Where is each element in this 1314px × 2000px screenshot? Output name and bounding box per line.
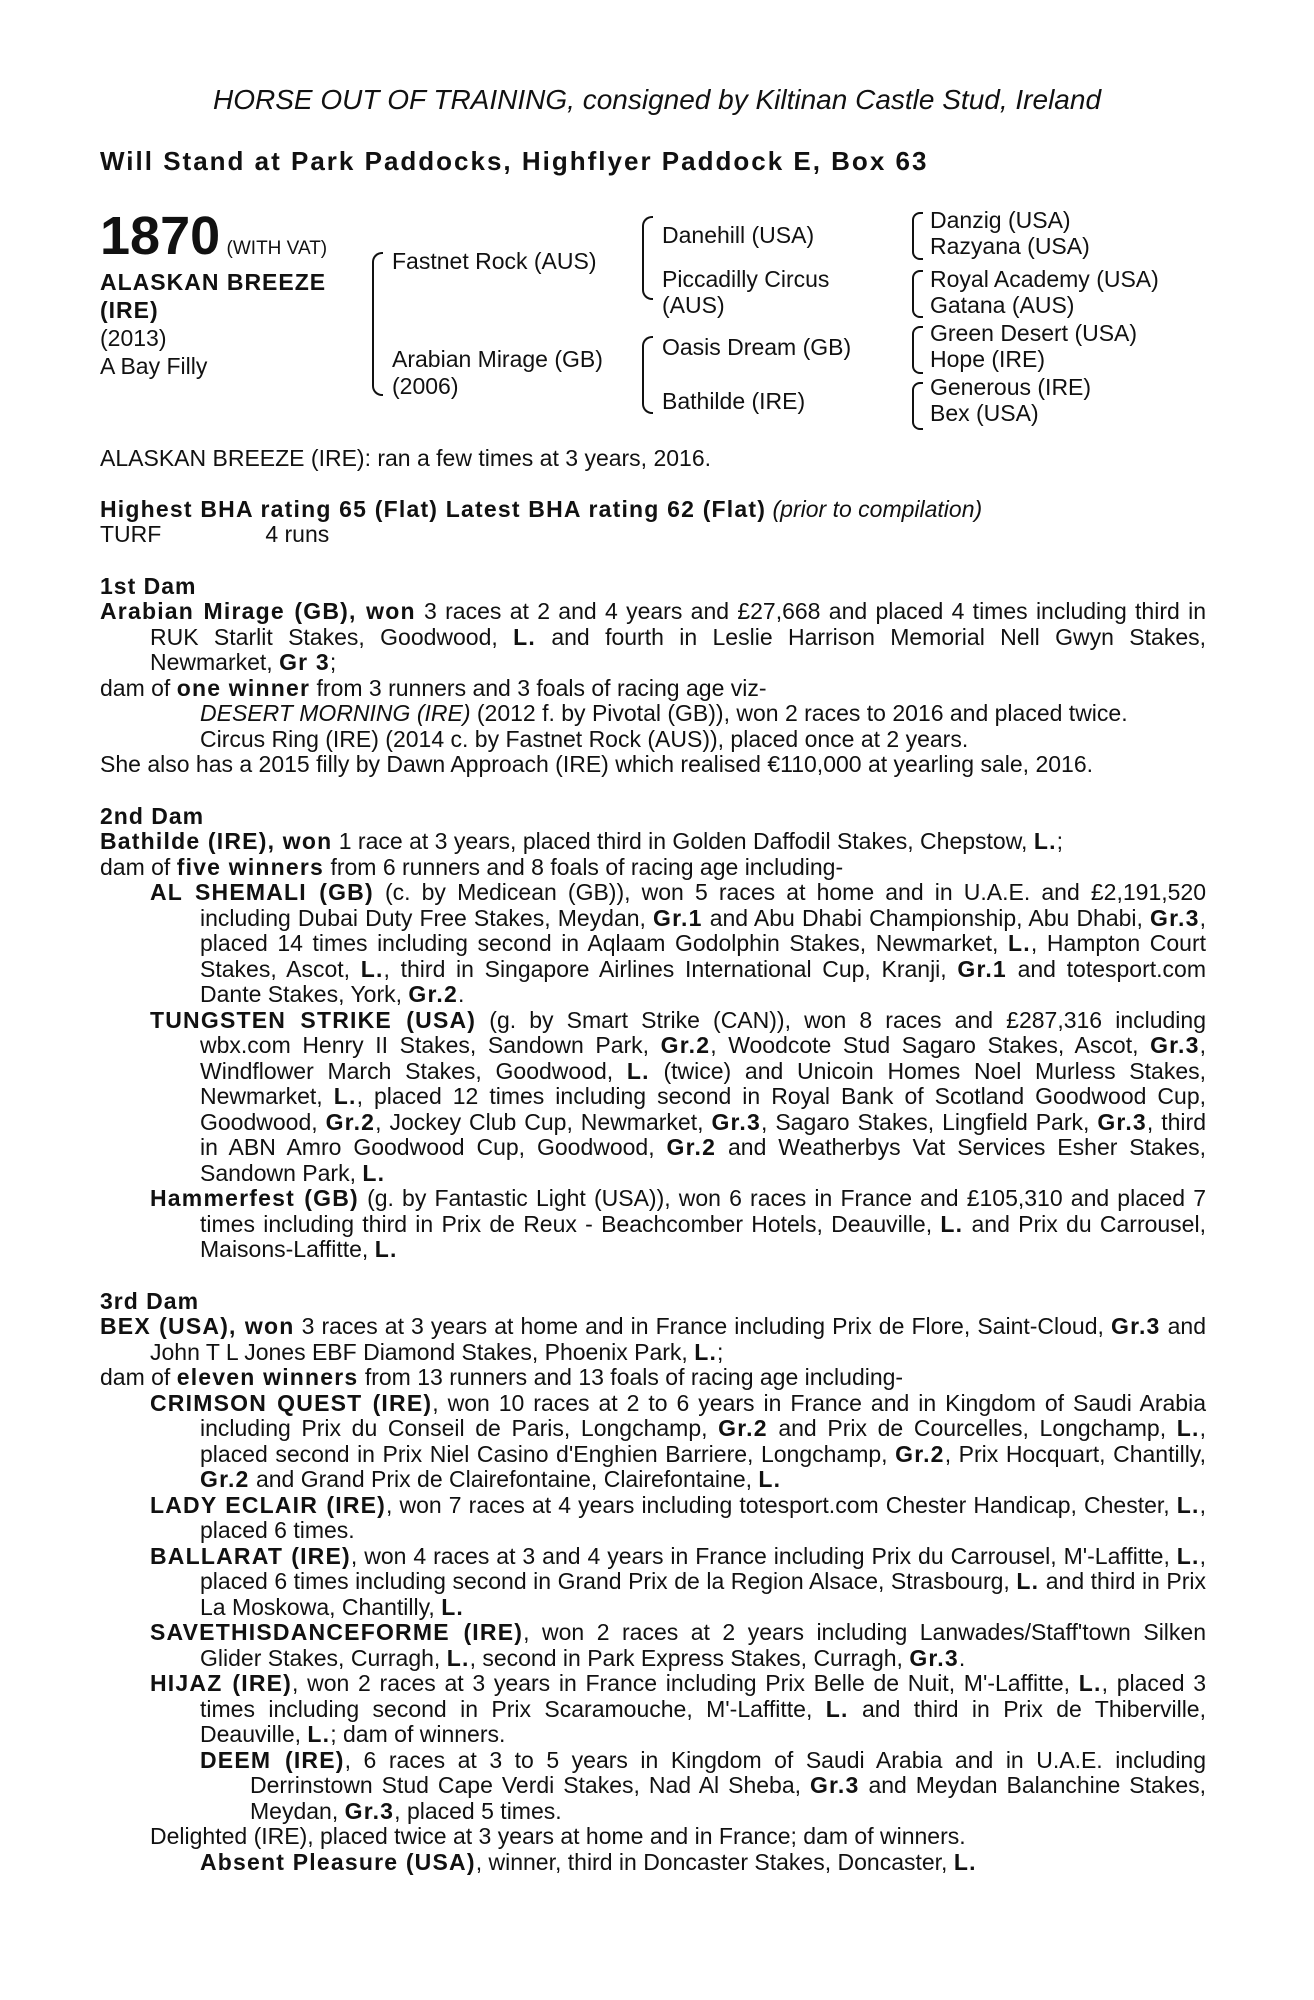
pedigree-brace [372,252,383,396]
second-dam-produce-summary: dam of five winners from 6 runners and 8 foals of racing age including- [100,853,844,880]
third-dam-produce-summary: dam of eleven winners from 13 runners and 13 foals of racing age including- [100,1364,904,1390]
pedigree-brace [912,270,923,318]
ds-dam: Hope (IRE) [930,346,1046,372]
produce-entry: TUNGSTEN STRIKE (USA) (g. by Smart Strike (CAN)), won 8 races and £287,316 including wbx.com Henry II Stakes, Sandown Park, Gr.2, Woodcote Stud Sagaro Stakes, Ascot, Gr.3, Windflower March Stakes, Goodwood, L. (twice) and Unicoin Homes Noel Murless Stakes, Newmarket, L., placed 12 times including second in Royal Bank of Scotland Goodwood Cup, Goodwood, Gr.2, Jockey Club Cup, Newmarket, Gr.3, Sagaro Stakes, Lingfield Park, Gr.3, third in ABN Amro Goodwood Cup, Goodwood, Gr.2 and Weatherbys Vat Services Esher Stakes, Sandown Park, L. [150,1006,1207,1186]
second-dam-heading: 2nd Dam [100,802,205,829]
pedigree-brace [912,382,923,430]
sire-dam: Piccadilly Circus [662,266,830,292]
page-title: HORSE OUT OF TRAINING, consigned by Kiltinan Castle Stud, Ireland [212,84,1102,115]
pedigree-brace [642,216,653,300]
pedigree-brace [642,336,653,414]
produce-entry: CRIMSON QUEST (IRE), won 10 races at 2 to 6 years in France and in Kingdom of Saudi Arabia including Prix du Conseil de Paris, Longchamp, Gr.2 and Prix de Courcelles, Longchamp, L., placed second in Prix Niel Casino d'Enghien Barriere, Longchamp, Gr.2, Prix Hocquart, Chantilly, Gr.2 and Grand Prix de Clairefontaine, Clairefontaine, L. [150,1389,1206,1492]
dd-sire: Generous (IRE) [930,374,1092,400]
dam-year: (2006) [392,373,459,399]
produce-note: She also has a 2015 filly by Dawn Approach (IRE) which realised €110,000 at yearling sale, 2016. [100,751,1093,777]
ss-sire: Danzig (USA) [930,207,1071,233]
grand-produce-entry: DEEM (IRE), 6 races at 3 to 5 years in Kingdom of Saudi Arabia and in U.A.E. including Derrinstown Stud Cape Verdi Stakes, Nad Al Sheba, Gr.3 and Meydan Balanchine Stakes, Meydan, Gr.3, placed 5 times. [200,1746,1207,1824]
second-dam-record: Bathilde (IRE), won 1 race at 3 years, placed third in Golden Daffodil Stakes, Chepstow, L.; [100,828,1064,854]
third-dam-heading: 3rd Dam [100,1287,200,1314]
ss-dam: Razyana (USA) [930,233,1090,259]
third-dam-record: BEX (USA), won 3 races at 3 years at home and in France including Prix de Flore, Saint-Cloud, Gr.3 and John T L Jones EBF Diamond Stakes, Phoenix Park, L.; [100,1313,1207,1365]
grand-produce-entry: Absent Pleasure (USA), winner, third in Doncaster Stakes, Doncaster, L. [200,1848,977,1875]
foaling-year: (2013) [100,325,167,351]
sire-dam-origin: (AUS) [662,292,725,318]
produce-entry: Hammerfest (GB) (g. by Fantastic Light (USA)), won 6 races in France and £105,310 and placed 7 times including third in Prix de Reux - Beachcomber Hotels, Deauville, L. and Prix du Carrousel, Maisons-Laffitte, L. [150,1185,1207,1262]
catalogue-body [100,446,1206,1875]
bha-rating: Highest BHA rating 65 (Flat) Latest BHA rating 62 (Flat) (prior to compilation) [100,495,983,522]
sd-dam: Gatana (AUS) [930,292,1075,318]
produce-entry: AL SHEMALI (GB) (c. by Medicean (GB)), won 5 races at home and in U.A.E. and £2,191,520 including Dubai Duty Free Stakes, Meydan, Gr.1 and Abu Dhabi Championship, Abu Dhabi, Gr.3, placed 14 times including second in Aqlaam Godolphin Stakes, Newmarket, L., Hampton Court Stakes, Ascot, L., third in Singapore Airlines International Cup, Kranji, Gr.1 and totesport.com Dante Stakes, York, Gr.2. [150,879,1206,1007]
pedigree-brace [912,326,923,374]
dd-dam: Bex (USA) [930,400,1039,426]
surface-runs: TURF 4 runs [100,521,330,547]
first-dam-record: Arabian Mirage (GB), won 3 races at 2 and 4 years and £27,668 and placed 4 times including third in RUK Starlit Stakes, Goodwood, L. and fourth in Leslie Harrison Memorial Nell Gwyn Stakes, Newmarket, Gr 3; [100,598,1207,675]
first-dam-produce-summary: dam of one winner from 3 runners and 3 foals of racing age viz- [100,674,767,701]
dam-dam: Bathilde (IRE) [662,388,806,414]
lot-number: 1870 [100,206,221,266]
produce-entry: HIJAZ (IRE), won 2 races at 3 years in France including Prix Belle de Nuit, M'-Laffitte, L., placed 3 times including second in Prix Scaramouche, M'-Laffitte, L. and third in Prix de Thiberville, Deauville, L.; dam of winners. [150,1670,1207,1747]
first-dam-heading: 1st Dam [100,572,197,599]
pedigree-brace [912,212,923,260]
vat-note: (WITH VAT) [226,238,328,259]
stand-location: Will Stand at Park Paddocks, Highflyer Paddock E, Box 63 [100,146,929,176]
produce-entry: Circus Ring (IRE) (2014 c. by Fastnet Rock (AUS)), placed once at 2 years. [200,725,969,752]
produce-entry: SAVETHISDANCEFORME (IRE), won 2 races at 2 years including Lanwades/Staff'town Silken Glider Stakes, Curragh, L., second in Park Express Stakes, Curragh, Gr.3. [150,1619,1206,1671]
horse-description: A Bay Filly [100,353,208,379]
lot-info [100,208,380,380]
produce-entry: Delighted (IRE), placed twice at 3 years at home and in France; dam of winners. [150,1823,966,1849]
produce-entry: DESERT MORNING (IRE) (2012 f. by Pivotal (GB)), won 2 races to 2016 and placed twice. [200,700,1128,726]
dam: Arabian Mirage (GB) [392,346,603,372]
horse-origin: (IRE) [100,297,159,323]
sire: Fastnet Rock (AUS) [392,248,597,274]
sire-sire: Danehill (USA) [662,222,815,248]
dam-sire: Oasis Dream (GB) [662,334,852,360]
race-record: ALASKAN BREEZE (IRE): ran a few times at 3 years, 2016. [100,445,712,471]
ds-sire: Green Desert (USA) [930,320,1138,346]
produce-entry: BALLARAT (IRE), won 4 races at 3 and 4 years in France including Prix du Carrousel, M'-Laffitte, L., placed 6 times including second in Grand Prix de la Region Alsace, Strasbourg, L. and third in Prix La Moskowa, Chantilly, L. [150,1542,1207,1620]
horse-name: ALASKAN BREEZE [100,269,327,295]
produce-entry: LADY ECLAIR (IRE), won 7 races at 4 years including totesport.com Chester Handicap, Chester, L., placed 6 times. [150,1491,1206,1543]
sd-sire: Royal Academy (USA) [930,266,1159,292]
